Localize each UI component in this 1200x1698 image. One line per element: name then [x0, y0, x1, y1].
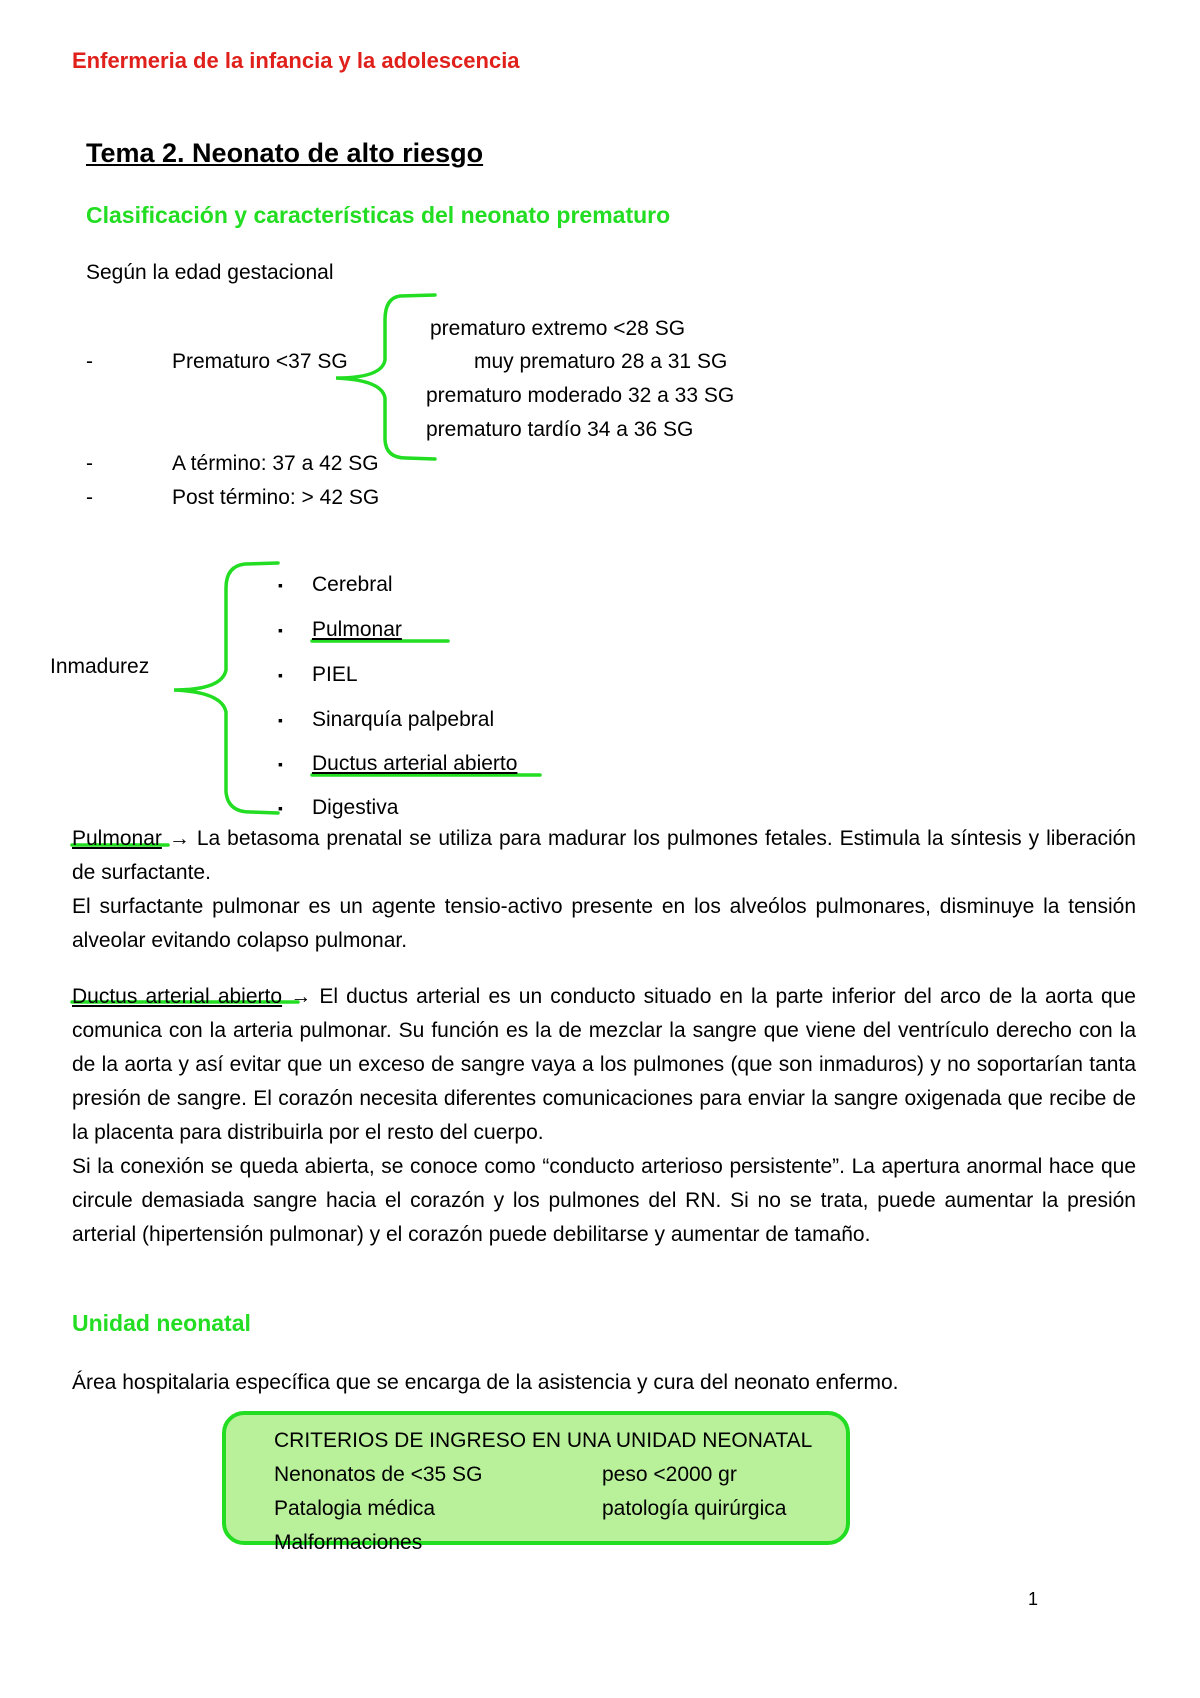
list-item	[278, 664, 358, 685]
immaturity-item-piel: PIEL	[312, 663, 358, 686]
group-premature: Prematuro <37 SG	[172, 350, 348, 373]
subtype-late: prematuro tardío 34 a 36 SG	[426, 418, 694, 441]
ductus-term: Ductus arterial abierto	[72, 985, 283, 1008]
criteria-weight: peso <2000 gr	[602, 1463, 737, 1486]
criteria-title: CRITERIOS DE INGRESO EN UNA UNIDAD NEONATAL	[274, 1429, 813, 1452]
premature-brace	[336, 295, 435, 459]
bullet-icon: ▪	[278, 800, 283, 817]
subtype-very: muy prematuro 28 a 31 SG	[474, 350, 728, 373]
criteria-surgical: patología quirúrgica	[602, 1497, 787, 1520]
arrow-right-icon: →	[290, 985, 312, 1008]
ductus-paragraph	[72, 980, 1136, 1252]
subtype-extreme: prematuro extremo <28 SG	[430, 317, 686, 340]
unit-description: Área hospitalaria específica que se encarga de la asistencia y cura del neonato enfermo.	[72, 1371, 899, 1394]
pulmonar-text-1: La betasoma prenatal se utiliza para madurar los pulmones fetales. Estimula la síntesis y liberación de surfactante.	[72, 827, 1136, 884]
group-term: A término: 37 a 42 SG	[172, 452, 379, 475]
bullet-icon: ▪	[278, 577, 283, 594]
immaturity-item-ductus: Ductus arterial abierto	[312, 752, 518, 775]
pulmonar-term: Pulmonar	[72, 827, 162, 850]
immaturity-item-cerebral: Cerebral	[312, 573, 393, 596]
criteria-malformations: Malformaciones	[274, 1531, 423, 1554]
criteria-box	[222, 1411, 850, 1554]
pulmonar-text-2: El surfactante pulmonar es un agente tensio-activo presente en los alveólos pulmonares, disminuye la tensión alveolar evitando colapso pulmonar.	[72, 895, 1136, 952]
immaturity-item-digestiva: Digestiva	[312, 796, 399, 819]
arrow-right-icon: →	[168, 827, 190, 850]
bullet-icon: ▪	[278, 756, 283, 773]
list-item	[278, 574, 393, 595]
bullet-icon: ▪	[278, 667, 283, 684]
immaturity-item-sinarquia: Sinarquía palpebral	[312, 708, 495, 731]
criteria-medical: Patalogia médica	[274, 1497, 436, 1520]
group-post-term: Post término: > 42 SG	[172, 486, 380, 509]
dash-marker: -	[86, 350, 93, 373]
immaturity-label: Inmadurez	[50, 655, 150, 678]
bullet-icon: ▪	[278, 622, 283, 639]
ductus-text-1: El ductus arterial es un conducto situado en la parte inferior del arco de la aorta que comunica con la arteria pulmonar. Su función es la de mezclar la sangre que viene del ventrículo derecho con la de la aorta y así evitar que un exceso de sangre vaya a los pulmones (que son inmaduros) y no soportarían tanta presión de sangre. El corazón necesita diferentes comunicaciones para enviar la sangre oxigenada que recibe de la placenta para distribuirla por el resto del cuerpo.	[72, 985, 1136, 1144]
page-number: 1	[1028, 1589, 1039, 1609]
dash-marker: -	[86, 452, 93, 475]
course-header: Enfermeria de la infancia y la adolescencia	[72, 48, 520, 73]
subtype-moderate: prematuro moderado 32 a 33 SG	[426, 384, 735, 407]
criteria-gestational-age: Nenonatos de <35 SG	[274, 1463, 483, 1486]
page-title: Tema 2. Neonato de alto riesgo	[86, 138, 484, 168]
immaturity-brace	[174, 563, 278, 813]
bullet-icon: ▪	[278, 712, 283, 729]
classification-heading: Clasificación y características del neonato prematuro	[86, 202, 671, 228]
list-item	[278, 797, 398, 818]
dash-marker: -	[86, 486, 93, 509]
ductus-text-2: Si la conexión se queda abierta, se conoce como “conducto arterioso persistente”. La apertura anormal hace que circule demasiada sangre hacia el corazón y los pulmones del RN. Si no se trata, puede aumentar la presión arterial (hipertensión pulmonar) y el corazón puede debilitarse y aumentar de tamaño.	[72, 1155, 1136, 1246]
list-item	[278, 619, 402, 640]
classification-intro: Según la edad gestacional	[86, 261, 334, 284]
unit-heading: Unidad neonatal	[72, 1310, 251, 1336]
list-item	[278, 709, 494, 730]
pulmonar-paragraph	[72, 822, 1136, 958]
immaturity-item-pulmonar: Pulmonar	[312, 618, 402, 641]
list-item	[278, 753, 517, 774]
